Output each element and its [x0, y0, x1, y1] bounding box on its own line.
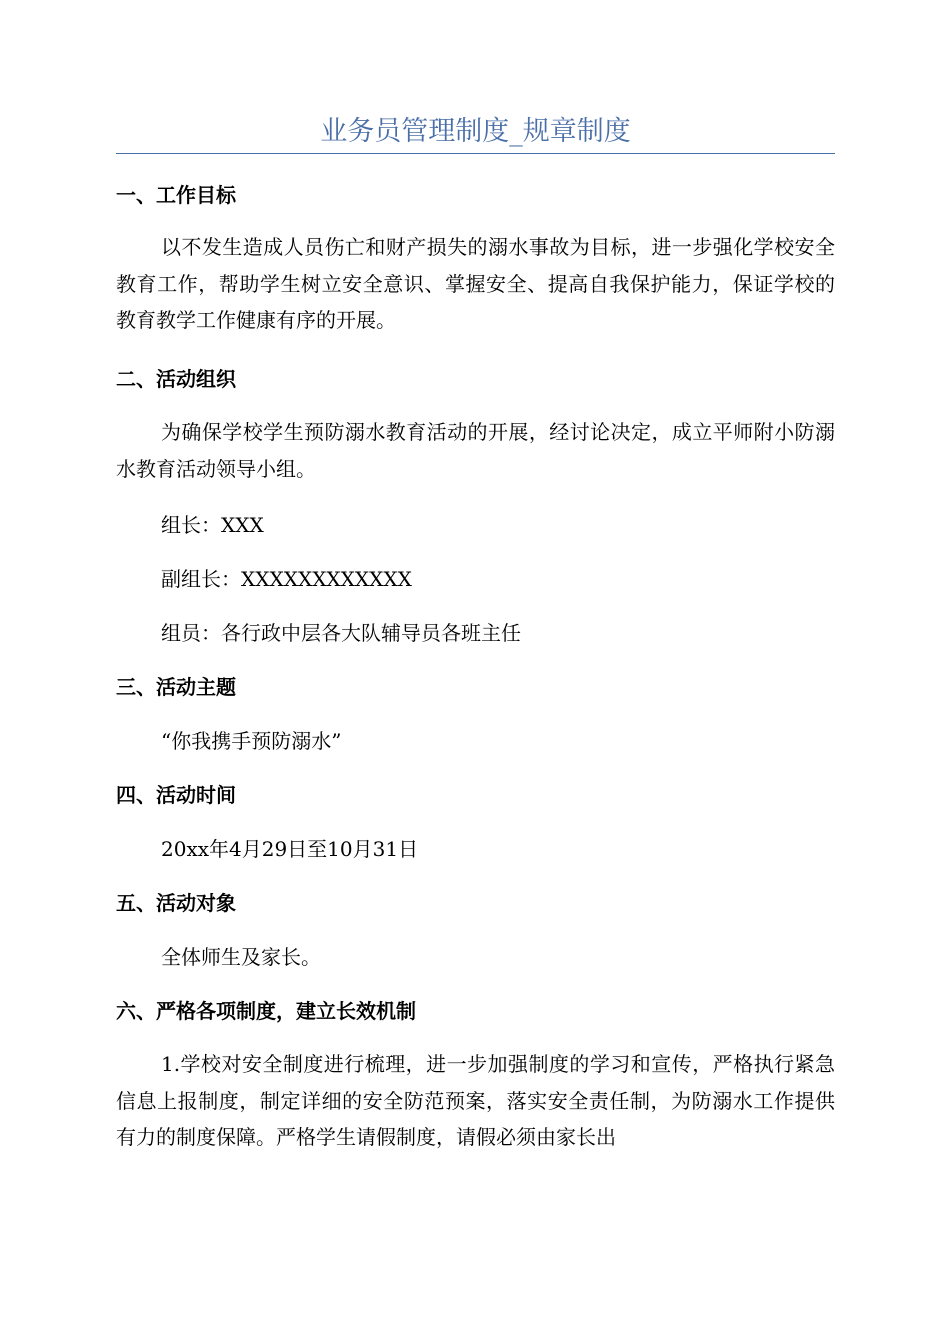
section-heading-3: 三、活动主题 — [116, 675, 236, 699]
section-heading-5: 五、活动对象 — [116, 891, 236, 915]
members-line: 组员：各行政中层各大队辅导员各班主任 — [161, 621, 521, 645]
section-heading-1: 一、工作目标 — [116, 183, 236, 207]
activity-time-line: 20xx年4月29日至10月31日 — [161, 837, 419, 861]
group-leader-line: 组长：XXX — [161, 513, 264, 537]
document-title: 业务员管理制度_规章制度 — [320, 116, 631, 147]
deputy-leader-line: 副组长：XXXXXXXXXXXX — [161, 567, 412, 591]
section-paragraph-6: 1.学校对安全制度进行梳理，进一步加强制度的学习和宣传，严格执行紧急信息上报制度，制定详细的安全防范预案，落实安全责任制，为防溺水工作提供有力的制度保障。严格学生请假制度，请假必须由家长出 — [116, 1052, 835, 1149]
section-paragraph-2: 为确保学校学生预防溺水教育活动的开展，经讨论决定，成立平师附小防溺水教育活动领导小组。 — [116, 420, 835, 481]
section-heading-6: 六、严格各项制度，建立长效机制 — [116, 999, 416, 1023]
section-paragraph-1: 以不发生造成人员伤亡和财产损失的溺水事故为目标，进一步强化学校安全教育工作，帮助学生树立安全意识、掌握安全、提高自我保护能力，保证学校的教育教学工作健康有序的开展。 — [116, 235, 835, 332]
activity-theme-line: “你我携手预防溺水” — [161, 729, 342, 753]
section-heading-4: 四、活动时间 — [116, 783, 236, 807]
activity-target-line: 全体师生及家长。 — [161, 945, 321, 969]
section-heading-2: 二、活动组织 — [116, 367, 236, 391]
title-underline — [116, 153, 835, 154]
